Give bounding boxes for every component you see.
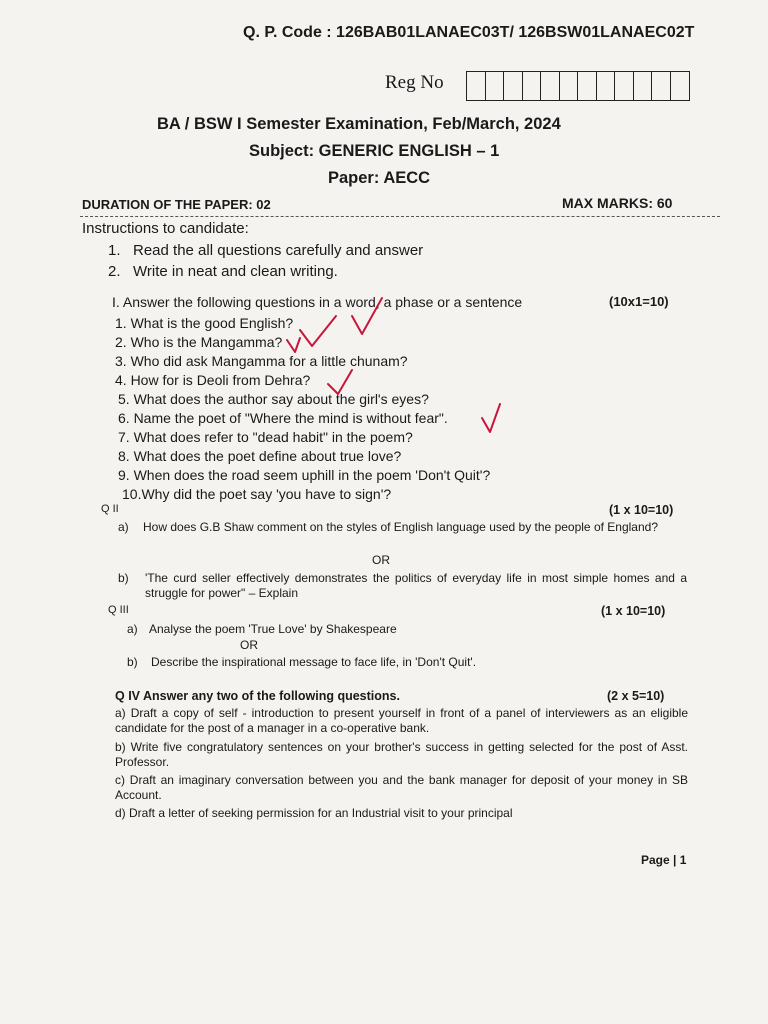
- section4-item-c: c) Draft an imaginary conversation between you and the bank manager for deposit of your money in SB Account.: [115, 773, 688, 802]
- section4-heading: Q IV Answer any two of the following questions.: [115, 689, 400, 703]
- instruction-num-1: 1.: [108, 242, 121, 259]
- section2-marks: (1 x 10=10): [609, 503, 674, 517]
- tick-mark-3: [287, 338, 300, 352]
- section4-item-a: a) Draft a copy of self - introduction to present yourself in front of a panel of interviewers as an eligible candidate for the post of a manager in a co-operative bank.: [115, 706, 688, 735]
- instruction-num-2: 2.: [108, 263, 121, 280]
- section1-marks: (10x1=10): [609, 294, 669, 309]
- section2-a-label: a): [118, 520, 129, 534]
- section3-b-text: Describe the inspirational message to face life, in 'Don't Quit'.: [151, 655, 477, 669]
- question-10: 10.Why did the poet say 'you have to sign'?: [122, 486, 392, 502]
- reg-no-label: Reg No: [385, 72, 444, 93]
- section2-b-text: 'The curd seller effectively demonstrates the politics of everyday life in most simple homes and a struggle for power" – Explain: [145, 571, 687, 600]
- question-5: 5. What does the author say about the girl's eyes?: [118, 391, 429, 407]
- section3-a-text: Analyse the poem 'True Love' by Shakespeare: [149, 622, 397, 636]
- section4-item-b: b) Write five congratulatory sentences on your brother's success in getting selected for the post of Asst. Professor.: [115, 740, 688, 769]
- instruction-2: Write in neat and clean writing.: [133, 263, 338, 280]
- reg-no-boxes: [466, 71, 690, 101]
- section3-label: Q III: [108, 604, 129, 616]
- paper-line: Paper: AECC: [328, 169, 431, 187]
- tick-mark-5: [482, 404, 500, 432]
- section1-heading: I. Answer the following questions in a word, a phase or a sentence: [112, 294, 523, 310]
- section2-a-text: How does G.B Shaw comment on the styles of English language used by the people of England?: [143, 520, 658, 534]
- max-marks: MAX MARKS: 60: [562, 195, 673, 211]
- tick-mark-1: [300, 316, 336, 346]
- section4-marks: (2 x 5=10): [607, 689, 665, 703]
- header-divider: [80, 216, 720, 217]
- duration: DURATION OF THE PAPER: 02: [82, 197, 271, 212]
- section2-or: OR: [372, 553, 390, 567]
- question-7: 7. What does refer to "dead habit" in the poem?: [118, 429, 413, 445]
- instruction-1: Read the all questions carefully and answer: [133, 242, 424, 259]
- question-3: 3. Who did ask Mangamma for a little chunam?: [115, 353, 408, 369]
- question-8: 8. What does the poet define about true love?: [118, 448, 402, 464]
- exam-title: BA / BSW I Semester Examination, Feb/March, 2024: [157, 115, 561, 133]
- section4-item-d: d) Draft a letter of seeking permission for an Industrial visit to your principal: [115, 806, 513, 820]
- question-6: 6. Name the poet of "Where the mind is without fear".: [118, 410, 448, 426]
- section2-label: Q II: [101, 503, 119, 515]
- question-1: 1. What is the good English?: [115, 315, 294, 331]
- section2-b-label: b): [118, 571, 129, 585]
- section3-a-label: a): [127, 622, 138, 636]
- subject-line: Subject: GENERIC ENGLISH – 1: [249, 142, 500, 160]
- page-number: Page | 1: [641, 853, 687, 867]
- section3-or: OR: [240, 638, 258, 652]
- question-9: 9. When does the road seem uphill in the poem 'Don't Quit'?: [118, 467, 491, 483]
- section3-b-label: b): [127, 655, 138, 669]
- question-paper-code: Q. P. Code : 126BAB01LANAEC03T/ 126BSW01LANAEC02T: [243, 24, 695, 41]
- instructions-heading: Instructions to candidate:: [82, 220, 249, 237]
- section3-marks: (1 x 10=10): [601, 604, 666, 618]
- question-4: 4. How for is Deoli from Dehra?: [115, 372, 311, 388]
- question-2: 2. Who is the Mangamma?: [115, 334, 283, 350]
